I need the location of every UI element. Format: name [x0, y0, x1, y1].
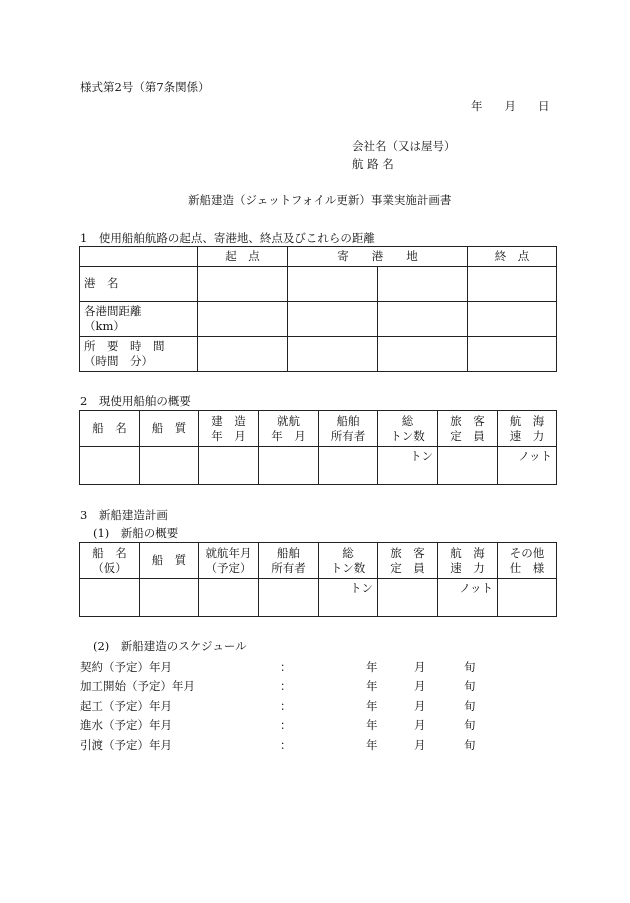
- date-day: 日: [538, 99, 550, 113]
- schedule-month: 月: [414, 698, 426, 713]
- schedule-row: [80, 657, 476, 677]
- vessel-cell[interactable]: [498, 579, 557, 617]
- section3-sub2: (2) 新船建造のスケジュール: [93, 639, 247, 653]
- col-hull-material: 船 質: [140, 411, 199, 447]
- route-name-label: 航 路 名: [352, 157, 394, 171]
- schedule-year: 年: [366, 737, 378, 752]
- col-gross-tonnage: 総 トン数: [378, 411, 438, 447]
- col-speed: 航 海 速 力: [498, 411, 557, 447]
- speed-unit: ノット: [498, 447, 557, 485]
- schedule-year: 年: [366, 679, 378, 694]
- schedule-year: 年: [366, 718, 378, 733]
- date-month: 月: [504, 99, 516, 113]
- current-vessel-table: [79, 410, 557, 485]
- route-header-row: [80, 247, 557, 267]
- schedule-period: 旬: [464, 737, 476, 752]
- route-table: [79, 246, 557, 372]
- col-passenger-capacity: 旅 客 定 員: [378, 543, 438, 579]
- vessel-cell[interactable]: [140, 579, 199, 617]
- schedule-colon: ：: [280, 679, 292, 694]
- col-ship-name-tentative: 船 名 （仮）: [80, 543, 140, 579]
- schedule-month: 月: [414, 737, 426, 752]
- schedule-month: 月: [414, 718, 426, 733]
- route-row-port: [80, 266, 557, 301]
- route-cell[interactable]: [468, 266, 557, 301]
- speed-unit: ノット: [438, 579, 498, 617]
- route-header-blank: [80, 247, 198, 267]
- schedule-label: 起工（予定）年月: [80, 698, 172, 713]
- col-ship-name: 船 名: [80, 411, 140, 447]
- vessel-cell[interactable]: [438, 447, 498, 485]
- section3-heading: 3 新船建造計画: [80, 508, 168, 522]
- vessel-cell[interactable]: [319, 447, 378, 485]
- schedule-year: 年: [366, 698, 378, 713]
- col-passenger-capacity: 旅 客 定 員: [438, 411, 498, 447]
- schedule-period: 旬: [464, 659, 476, 674]
- route-col-port: 寄 港 地: [288, 247, 468, 267]
- vessel-cell[interactable]: [259, 447, 319, 485]
- new-vessel-data-row: [80, 579, 557, 617]
- vessel-cell[interactable]: [259, 579, 319, 617]
- route-row-label: 港 名: [80, 266, 198, 301]
- route-row-distance: [80, 301, 557, 336]
- route-cell[interactable]: [378, 266, 468, 301]
- route-row-label: 所 要 時 間 （時間 分）: [80, 336, 198, 371]
- schedule-label: 進水（予定）年月: [80, 718, 172, 733]
- route-cell[interactable]: [288, 301, 378, 336]
- schedule-label: 契約（予定）年月: [80, 659, 172, 674]
- schedule-period: 旬: [464, 679, 476, 694]
- col-speed: 航 海 速 力: [438, 543, 498, 579]
- company-name-label: 会社名（又は屋号）: [352, 139, 456, 153]
- tonnage-unit: トン: [378, 447, 438, 485]
- route-cell[interactable]: [378, 336, 468, 371]
- route-cell[interactable]: [468, 336, 557, 371]
- form-number: 様式第2号（第7条関係）: [80, 80, 210, 94]
- date-year: 年: [471, 99, 483, 113]
- schedule-period: 旬: [464, 698, 476, 713]
- route-cell[interactable]: [198, 266, 288, 301]
- schedule-list: [80, 657, 476, 755]
- current-vessel-header-row: [80, 411, 557, 447]
- col-hull-material: 船 質: [140, 543, 199, 579]
- schedule-label: 加工開始（予定）年月: [80, 679, 195, 694]
- vessel-cell[interactable]: [199, 447, 259, 485]
- section3-sub1: (1) 新船の概要: [93, 526, 179, 540]
- vessel-cell[interactable]: [140, 447, 199, 485]
- schedule-colon: ：: [280, 659, 292, 674]
- schedule-row: [80, 735, 476, 755]
- schedule-year: 年: [366, 659, 378, 674]
- schedule-period: 旬: [464, 718, 476, 733]
- schedule-colon: ：: [280, 698, 292, 713]
- col-owner: 船舶 所有者: [319, 411, 378, 447]
- date-line: [471, 99, 550, 113]
- col-service-start: 就航 年 月: [259, 411, 319, 447]
- vessel-cell[interactable]: [80, 447, 140, 485]
- route-row-label: 各港間距離 （km）: [80, 301, 198, 336]
- new-vessel-table: [79, 542, 557, 617]
- schedule-row: [80, 696, 476, 716]
- route-cell[interactable]: [468, 301, 557, 336]
- vessel-cell[interactable]: [378, 579, 438, 617]
- section1-heading: 1 使用船舶航路の起点、寄港地、終点及びこれらの距離: [80, 231, 375, 245]
- col-other-specs: その他 仕 様: [498, 543, 557, 579]
- document-title: 新船建造（ジェットフォイル更新）事業実施計画書: [188, 193, 452, 207]
- vessel-cell[interactable]: [80, 579, 140, 617]
- section2-heading: 2 現使用船舶の概要: [80, 394, 191, 408]
- schedule-month: 月: [414, 679, 426, 694]
- route-col-end: 終 点: [468, 247, 557, 267]
- route-cell[interactable]: [288, 266, 378, 301]
- new-vessel-header-row: [80, 543, 557, 579]
- tonnage-unit: トン: [319, 579, 378, 617]
- schedule-row: [80, 677, 476, 697]
- route-col-start: 起 点: [198, 247, 288, 267]
- route-cell[interactable]: [198, 336, 288, 371]
- schedule-colon: ：: [280, 718, 292, 733]
- route-cell[interactable]: [198, 301, 288, 336]
- col-built: 建 造 年 月: [199, 411, 259, 447]
- route-cell[interactable]: [378, 301, 468, 336]
- col-gross-tonnage: 総 トン数: [319, 543, 378, 579]
- schedule-label: 引渡（予定）年月: [80, 737, 172, 752]
- vessel-cell[interactable]: [199, 579, 259, 617]
- current-vessel-data-row: [80, 447, 557, 485]
- route-row-time: [80, 336, 557, 371]
- schedule-month: 月: [414, 659, 426, 674]
- schedule-row: [80, 716, 476, 736]
- schedule-colon: ：: [280, 737, 292, 752]
- route-cell[interactable]: [288, 336, 378, 371]
- col-owner: 船舶 所有者: [259, 543, 319, 579]
- col-service-planned: 就航年月 （予定）: [199, 543, 259, 579]
